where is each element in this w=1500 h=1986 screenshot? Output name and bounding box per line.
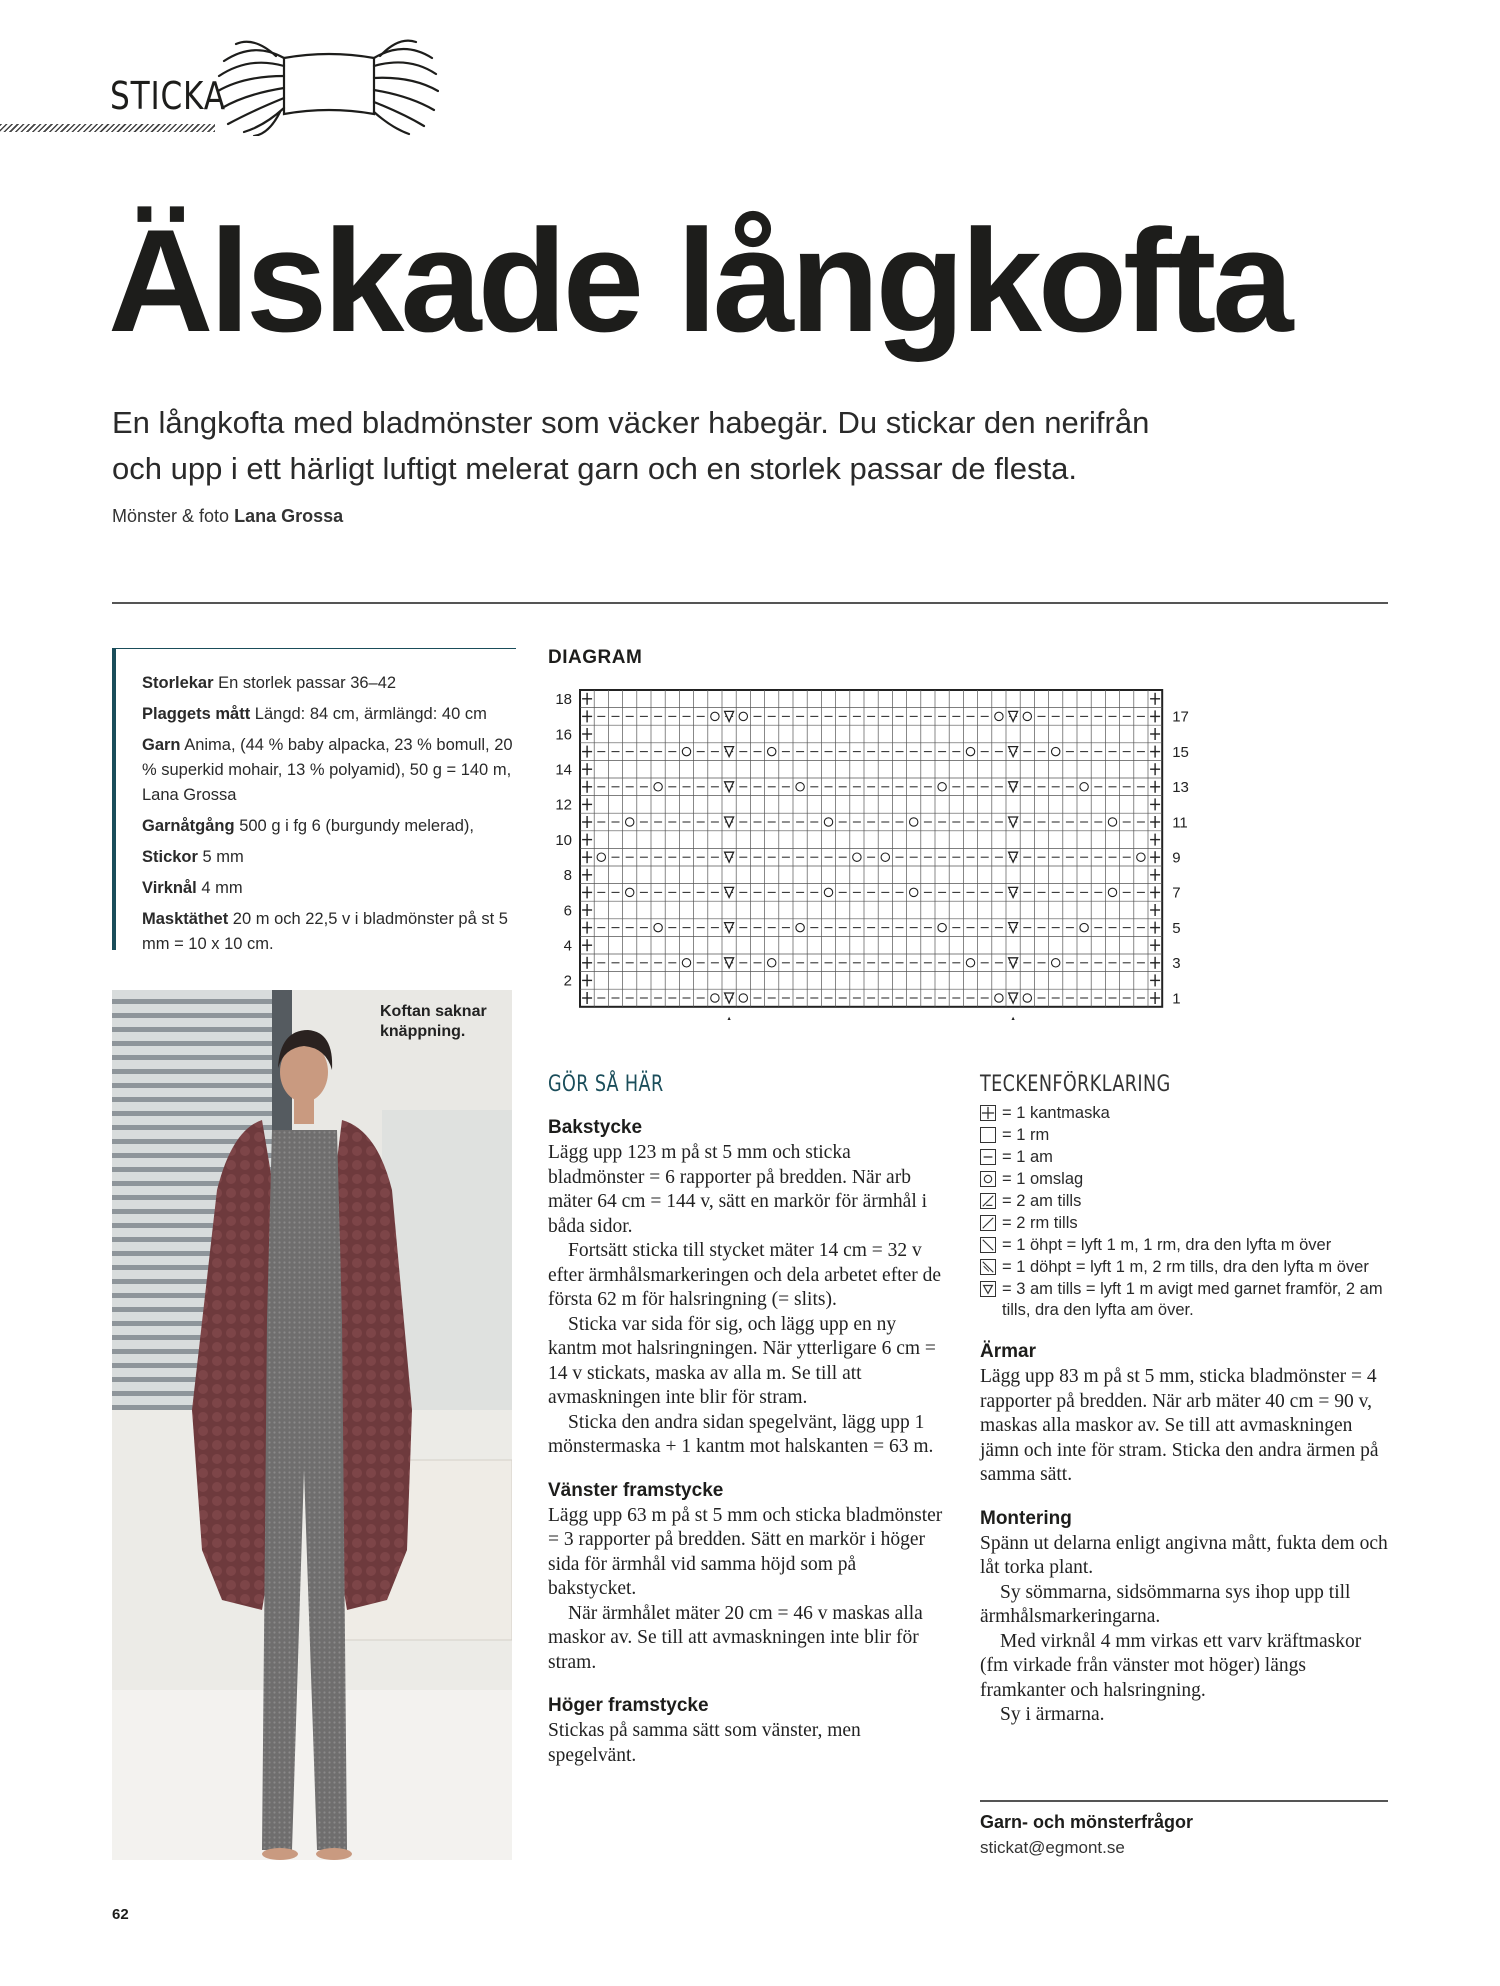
omslag-mark [711,994,719,1002]
omslag-mark [910,888,918,896]
omslag-mark [1108,888,1116,896]
omslag-mark [626,818,634,826]
omslag-mark [654,923,662,931]
omslag-mark [768,959,776,967]
legend-text: = 2 am tills [1002,1192,1082,1210]
repeat-arrow-head [725,1017,733,1020]
section-label: STICKA [110,74,226,118]
omslag-mark [739,994,747,1002]
omslag-mark [1080,923,1088,931]
yarn-skein-icon [214,36,439,136]
omslag-mark [682,747,690,755]
omslag-mark [824,818,832,826]
omslag-mark [1023,994,1031,1002]
instructions-heading: GÖR SÅ HÄR [548,1072,664,1097]
legend-item [980,1147,1390,1168]
byline-name: Lana Grossa [234,506,344,526]
divider [112,602,1388,604]
facts-box [112,648,516,953]
row-label: 14 [555,761,572,779]
omslag-mark [1080,783,1088,791]
armar-title: Ärmar [980,1341,1036,1362]
three-am-tills-icon [980,1281,996,1297]
row-label: 7 [1172,884,1181,902]
legend-text: = 1 kantmaska [1002,1104,1110,1122]
knitting-chart [540,680,1360,1020]
armar-text: Lägg upp 83 m på st 5 mm, sticka bladmönster = 4 rapporter på bredden. När arb mäter 40 cm = 90 v, maskas alla maskor av. Se till att avmaskningen jämn och inte för stram. Sticka den andra ärmen på samma sätt. [980,1366,1379,1485]
omslag-mark [938,923,946,931]
legend-heading: TECKENFÖRKLARING [980,1072,1171,1097]
montering-text: Spänn ut delarna enligt angivna mått, fukta dem och låt torka plant. Sy sömmarna, sidsömmarna sys ihop upp till ärmhålsmarkeringarna. Med virknål 4 mm virkas ett varv kräftmaskor (fm virkade från vänster mot höger) längs framkanter och halsringning. Sy i ärmarna. [980,1532,1388,1725]
page-number: 62 [112,1906,129,1923]
omslag-mark [910,818,918,826]
legend-text: = 3 am tills = lyft 1 m avigt med garnet framför, 2 am tills, dra den lyfta am över. [1002,1280,1383,1319]
row-label: 13 [1172,779,1189,797]
intro-line-2: och upp i ett härligt luftigt melerat garn och en storlek passar de flesta. [112,451,1077,486]
legend-item [980,1191,1390,1212]
kantmaska-icon [980,1105,996,1121]
omslag-mark [1137,853,1145,861]
rm-icon [980,1127,996,1143]
legend-item [980,1125,1390,1146]
legend-item [980,1279,1390,1321]
omslag-mark [796,923,804,931]
omslag-mark [1023,712,1031,720]
legend-text: = 1 öhpt = lyft 1 m, 1 rm, dra den lyfta m över [1002,1236,1332,1254]
row-label: 15 [1172,743,1189,761]
omslag-mark [966,959,974,967]
omslag-mark [938,783,946,791]
dohpt-icon [980,1259,996,1275]
omslag-mark [711,712,719,720]
omslag-mark [1052,747,1060,755]
omslag-mark [768,747,776,755]
omslag-mark [796,783,804,791]
two-am-tills-icon [980,1193,996,1209]
vanster-title: Vänster framstycke [548,1479,724,1501]
row-label: 2 [563,972,572,990]
omslag-mark [824,888,832,896]
legend-column [980,1072,1390,1728]
info-row: Storlekar En storlek passar 36–42 [142,674,397,692]
info-row: Masktäthet 20 m och 22,5 v i bladmönster på st 5 mm = 10 x 10 cm. [142,910,508,953]
legend-item [980,1103,1390,1124]
omslag-mark [966,747,974,755]
model-photo [112,990,512,1860]
legend-text: = 1 omslag [1002,1170,1084,1188]
am-icon [980,1149,996,1165]
omslag-mark [995,712,1003,720]
divider [980,1800,1388,1802]
row-label: 8 [563,867,572,885]
info-row: Garn Anima, (44 % baby alpacka, 23 % bomull, 20 % superkid mohair, 13 % polyamid), 50 g = 140 m, Lana Grossa [142,736,513,804]
article-title: Älskade långkofta [108,199,1290,362]
omslag-mark [682,959,690,967]
photo-caption: Koftan saknar knäppning. [380,1003,487,1040]
contact-email[interactable]: stickat@egmont.se [980,1838,1125,1857]
info-row: Stickor 5 mm [142,848,244,866]
legend-list [980,1103,1390,1321]
row-label: 4 [563,937,572,955]
legend-item [980,1213,1390,1234]
row-label: 10 [555,831,572,849]
diagram-title: DIAGRAM [548,647,643,668]
info-row: Plaggets mått Längd: 84 cm, ärmlängd: 40 cm [142,705,487,723]
hoger-text: Stickas på samma sätt som vänster, men spegelvänt. [548,1720,861,1766]
row-label: 16 [555,726,572,744]
montering-title: Montering [980,1507,1072,1529]
contact-title: Garn- och mönsterfrågor [980,1812,1194,1832]
two-rm-tills-icon [980,1215,996,1231]
row-label: 11 [1172,814,1188,832]
hoger-title: Höger framstycke [548,1695,709,1716]
intro-line-1: En långkofta med bladmönster som väcker habegär. Du stickar den nerifrån [112,405,1150,440]
row-label: 12 [555,796,572,814]
omslag-mark [1108,818,1116,826]
byline-prefix: Mönster & foto [112,506,230,526]
byline [112,506,343,527]
repeat-arrow-head [1009,1017,1017,1020]
row-label: 9 [1172,849,1181,867]
legend-text: = 1 döhpt = lyft 1 m, 2 rm tills, dra den lyfta m över [1002,1258,1369,1276]
omslag-mark [995,994,1003,1002]
omslag-mark [654,783,662,791]
row-label: 18 [555,691,572,709]
omslag-mark [597,853,605,861]
omslag-mark [626,888,634,896]
row-label: 1 [1172,990,1181,1008]
bakstycke-title: Bakstycke [548,1117,643,1138]
header-rule [0,124,215,132]
omslag-mark [853,853,861,861]
legend-text: = 2 rm tills [1002,1214,1078,1232]
omslag-mark [881,853,889,861]
info-row: Virknål 4 mm [142,879,243,897]
row-label: 17 [1172,708,1189,726]
info-row: Garnåtgång 500 g i fg 6 (burgundy melerad), [142,817,475,835]
legend-item [980,1235,1390,1256]
legend-item [980,1257,1390,1278]
bakstycke-text: Lägg upp 123 m på st 5 mm och sticka bladmönster = 6 rapporter på bredden. När arb mäter 64 cm = 144 v, sätt en markör för ärmhål i båda sidor. Fortsätt sticka till stycket mäter 14 cm = 32 v efter ärmhålsmarkeringen och dela arbetet efter de första 62 m för halsringning (= slits). Sticka var sida för sig, och lägg upp en ny kantm mot halsringningen. När ytterligare 6 cm = 14 v stickats, maska av alla m. Se till att avmaskningen inte blir för stram. Sticka den andra sidan spegelvänt, lägg upp 1 mönstermaska + 1 kantm mot halskanten = 63 m. [548,1142,942,1457]
article-intro [112,400,1312,492]
vanster-text: Lägg upp 63 m på st 5 mm och sticka bladmönster = 3 rapporter på bredden. Sätt en markör i höger sida för ärmhål vid samma höjd som på bakstycket. När ärmhålet mäter 20 cm = 46 v maskas alla maskor av. Se till att avmaskningen inte blir för stram. [548,1504,943,1673]
omslag-icon [980,1171,996,1187]
instructions-column [548,1072,944,1768]
omslag-mark [1052,959,1060,967]
legend-item [980,1169,1390,1190]
legend-text: = 1 am [1002,1148,1053,1166]
ohpt-icon [980,1237,996,1253]
omslag-mark [739,712,747,720]
row-label: 5 [1172,919,1181,937]
row-label: 3 [1172,955,1181,973]
row-label: 6 [563,902,572,920]
legend-text: = 1 rm [1002,1126,1050,1144]
